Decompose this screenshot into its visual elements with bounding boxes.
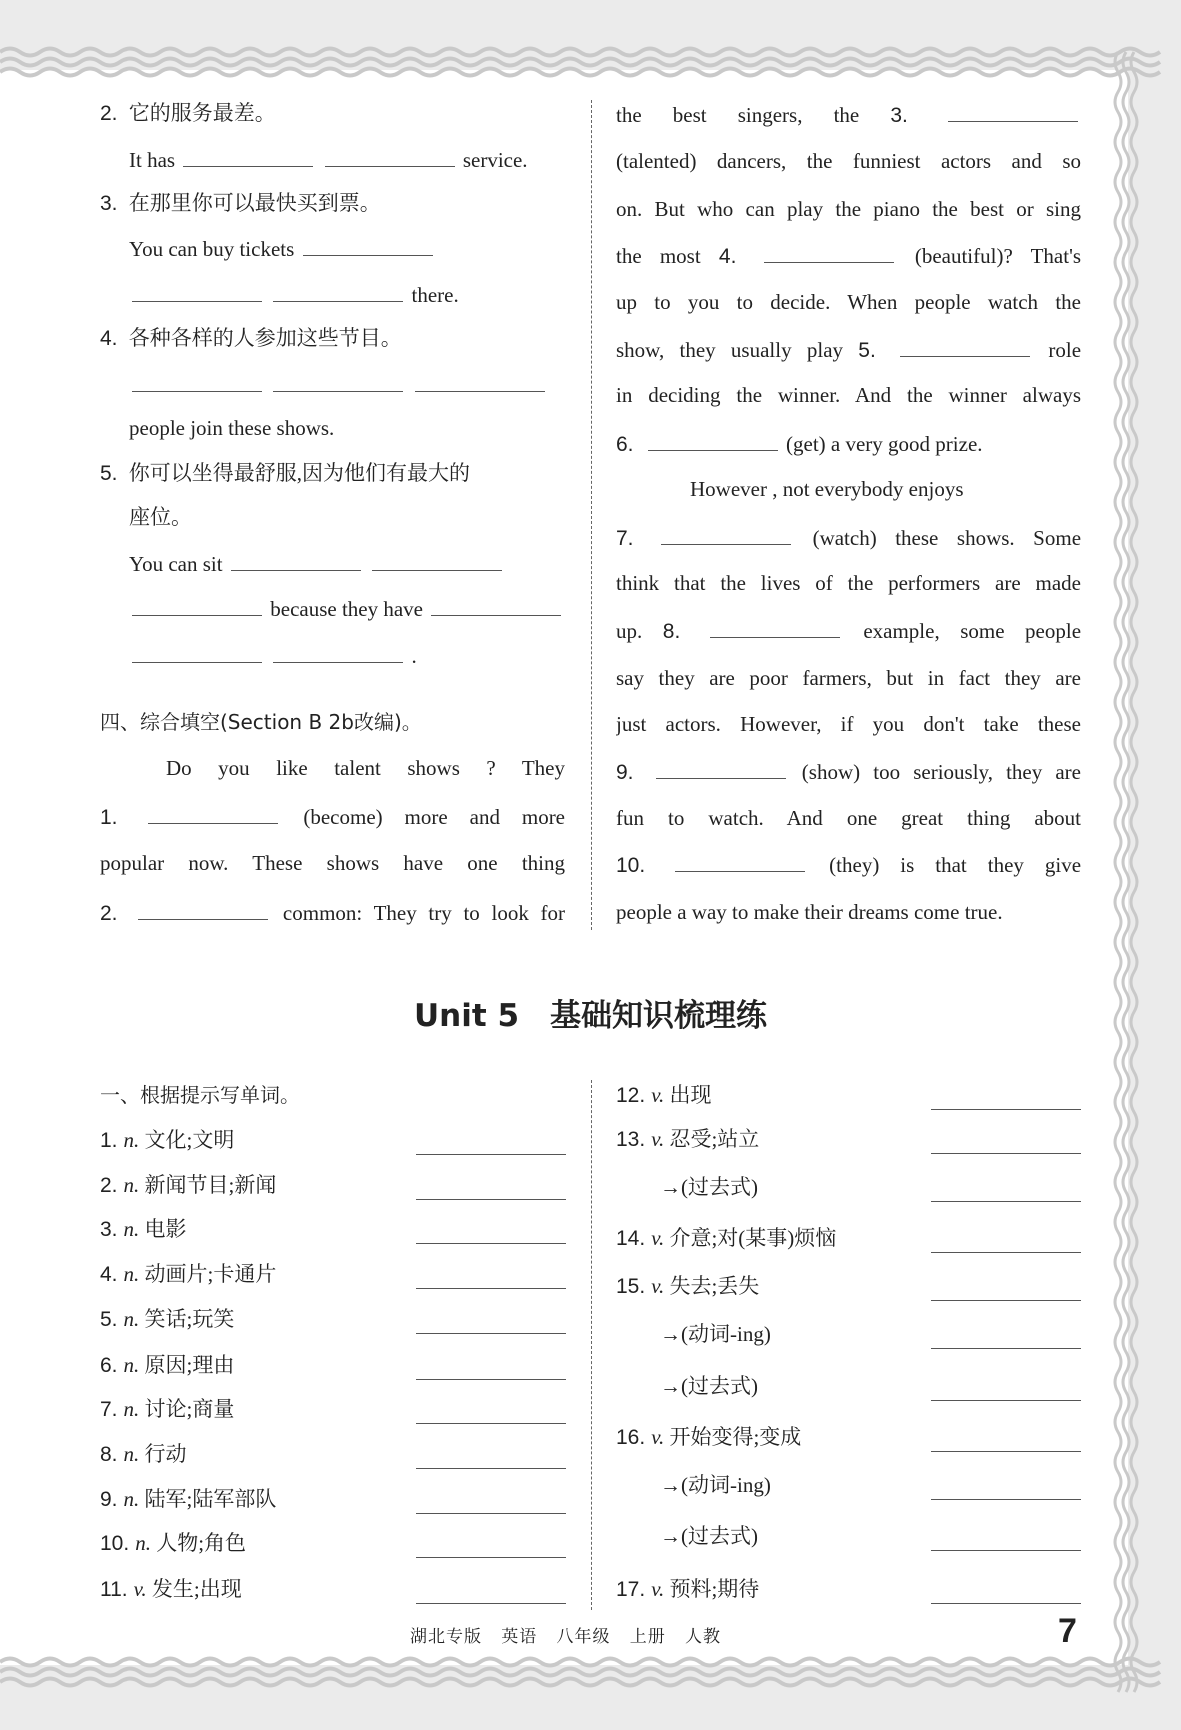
answer-blank[interactable] bbox=[656, 756, 786, 779]
line-text: fun to watch. And one great thing about bbox=[616, 806, 1081, 830]
vocab-item bbox=[100, 1259, 276, 1289]
line-text: think that the lives of the performers are made bbox=[616, 571, 1081, 595]
item-number: 1. bbox=[100, 1129, 118, 1152]
line-text: say they are poor farmers, but in fact they are bbox=[616, 666, 1081, 690]
part-of-speech: v. bbox=[651, 1083, 665, 1107]
answer-line[interactable] bbox=[416, 1333, 566, 1334]
answer-line[interactable] bbox=[416, 1288, 566, 1289]
part-of-speech: n. bbox=[123, 1262, 140, 1286]
part-of-speech: n. bbox=[135, 1531, 151, 1555]
line-text: example, some people bbox=[863, 619, 1081, 643]
text-line bbox=[616, 568, 1081, 598]
item-number: 5. bbox=[100, 1308, 118, 1331]
meaning: 预料;期待 bbox=[669, 1577, 760, 1601]
line-text: You can sit bbox=[129, 552, 223, 576]
answer-blank[interactable] bbox=[372, 548, 502, 571]
vocab-item bbox=[616, 1223, 836, 1253]
answer-blank[interactable] bbox=[132, 369, 262, 392]
part-of-speech: v. bbox=[651, 1274, 665, 1298]
text-line bbox=[616, 146, 1081, 176]
text-line bbox=[129, 233, 436, 263]
part-of-speech: n. bbox=[123, 1353, 140, 1377]
item-number: 6. bbox=[616, 433, 634, 456]
vocab-item bbox=[100, 1439, 187, 1469]
line-text: up. bbox=[616, 619, 643, 643]
vocab-item bbox=[100, 1304, 234, 1334]
meaning: 新闻节目;新闻 bbox=[144, 1173, 277, 1197]
text-line bbox=[166, 753, 565, 783]
answer-blank[interactable] bbox=[273, 369, 403, 392]
item-number: 1. bbox=[100, 806, 118, 829]
answer-line[interactable] bbox=[416, 1423, 566, 1424]
page-number: 7 bbox=[1058, 1612, 1077, 1650]
meaning: 陆军;陆军部队 bbox=[144, 1487, 277, 1511]
part-of-speech: n. bbox=[123, 1128, 140, 1152]
line-text: (watch) these shows. Some bbox=[812, 526, 1081, 550]
text-line bbox=[616, 756, 1081, 786]
text-line bbox=[129, 144, 528, 174]
item-number: 8. bbox=[100, 1443, 118, 1466]
line-text: (get) a very good prize. bbox=[786, 432, 983, 456]
answer-blank[interactable] bbox=[415, 369, 545, 392]
line-text: (become) more and more bbox=[303, 805, 565, 829]
item-number: 10. bbox=[616, 854, 646, 877]
line-text: just actors. However, if you don't take these bbox=[616, 712, 1081, 736]
item-number: 3. bbox=[100, 1218, 118, 1241]
answer-line[interactable] bbox=[416, 1513, 566, 1514]
meaning: 文化;文明 bbox=[144, 1128, 235, 1152]
line-text: because they have bbox=[270, 597, 424, 621]
text-line bbox=[616, 522, 1081, 552]
item-number: 3. bbox=[100, 192, 118, 215]
answer-line[interactable] bbox=[416, 1199, 566, 1200]
item-number: 12. bbox=[616, 1084, 646, 1107]
answer-line[interactable] bbox=[931, 1400, 1081, 1401]
vocab-item bbox=[660, 1172, 758, 1202]
meaning: 忍受;站立 bbox=[669, 1127, 760, 1151]
item-number: 2. bbox=[100, 1174, 118, 1197]
part-of-speech: v. bbox=[133, 1577, 147, 1601]
line-text: (talented) dancers, the funniest actors and so bbox=[616, 149, 1081, 173]
vocab-item bbox=[100, 1125, 234, 1155]
meaning: 原因;理由 bbox=[144, 1353, 235, 1377]
meaning: 介意;对(某事)烦恼 bbox=[669, 1226, 837, 1250]
answer-line[interactable] bbox=[931, 1252, 1081, 1253]
answer-line[interactable] bbox=[931, 1348, 1081, 1349]
answer-blank[interactable] bbox=[132, 593, 262, 616]
meaning: 开始变得;变成 bbox=[669, 1425, 802, 1449]
item-number: 5. bbox=[100, 462, 118, 485]
line-text: show, they usually play bbox=[616, 338, 844, 362]
answer-line[interactable] bbox=[931, 1201, 1081, 1202]
item-number: 4. bbox=[100, 327, 118, 350]
answer-line[interactable] bbox=[416, 1468, 566, 1469]
line-text: up to you to decide. When people watch the bbox=[616, 290, 1081, 314]
answer-blank[interactable] bbox=[661, 522, 791, 545]
vocab-item bbox=[660, 1521, 758, 1551]
line-text: in deciding the winner. And the winner always bbox=[616, 383, 1081, 407]
line-text: 各种各样的人参加这些节目。 bbox=[128, 326, 402, 350]
line-text: (beautiful)? That's bbox=[914, 244, 1081, 268]
answer-line[interactable] bbox=[416, 1379, 566, 1380]
part-of-speech: n. bbox=[123, 1487, 140, 1511]
answer-line[interactable] bbox=[931, 1550, 1081, 1551]
meaning: 人物;角色 bbox=[156, 1531, 247, 1555]
item-number: 17. bbox=[616, 1578, 646, 1601]
answer-blank[interactable] bbox=[183, 144, 313, 167]
text-line bbox=[129, 640, 417, 670]
line-text: 你可以坐得最舒服,因为他们有最大的 bbox=[128, 461, 471, 485]
answer-blank[interactable] bbox=[648, 428, 778, 451]
text-line bbox=[616, 849, 1081, 879]
vocab-item bbox=[660, 1470, 771, 1500]
part-of-speech: v. bbox=[651, 1577, 665, 1601]
text-line bbox=[100, 848, 565, 878]
line-text: (they) is that they give bbox=[829, 853, 1081, 877]
line-text: service. bbox=[462, 148, 528, 172]
line-text: there. bbox=[411, 283, 459, 307]
answer-blank[interactable] bbox=[764, 240, 894, 263]
vocab-item bbox=[616, 1574, 759, 1604]
part-of-speech: n. bbox=[123, 1217, 140, 1241]
item-number: 15. bbox=[616, 1275, 646, 1298]
line-text: people a way to make their dreams come true. bbox=[616, 900, 1003, 924]
text-line bbox=[616, 240, 1081, 270]
answer-blank[interactable] bbox=[431, 593, 561, 616]
text-line bbox=[690, 474, 964, 504]
text-line bbox=[100, 323, 402, 353]
answer-blank[interactable] bbox=[710, 615, 840, 638]
line-text: . bbox=[411, 644, 417, 668]
text-line bbox=[616, 194, 1081, 224]
vocab-item bbox=[616, 1422, 801, 1452]
vocab-item bbox=[616, 1271, 759, 1301]
answer-line[interactable] bbox=[931, 1603, 1081, 1604]
line-text: (show) too seriously, they are bbox=[801, 760, 1081, 784]
answer-blank[interactable] bbox=[132, 279, 262, 302]
answer-blank[interactable] bbox=[273, 279, 403, 302]
item-number: 2. bbox=[100, 902, 118, 925]
answer-line[interactable] bbox=[931, 1300, 1081, 1301]
answer-line[interactable] bbox=[931, 1499, 1081, 1500]
text-line bbox=[129, 413, 334, 443]
item-number: 6. bbox=[100, 1354, 118, 1377]
line-text: on. But who can play the piano the best or sing bbox=[616, 197, 1081, 221]
text-line bbox=[616, 380, 1081, 410]
item-number: 9. bbox=[100, 1488, 118, 1511]
meaning: 笑话;玩笑 bbox=[144, 1307, 235, 1331]
part-of-speech: v. bbox=[651, 1425, 665, 1449]
item-number: 16. bbox=[616, 1426, 646, 1449]
text-line bbox=[100, 897, 565, 927]
text-line bbox=[616, 803, 1081, 833]
answer-line[interactable] bbox=[931, 1451, 1081, 1452]
vocab-item bbox=[100, 1394, 234, 1424]
line-text: However , not everybody enjoys bbox=[690, 477, 964, 501]
answer-blank[interactable] bbox=[273, 640, 403, 663]
part-of-speech: v. bbox=[651, 1127, 665, 1151]
text-line bbox=[616, 334, 1081, 364]
text-line bbox=[100, 707, 422, 737]
vocab-item bbox=[616, 1080, 711, 1110]
text-line bbox=[616, 428, 983, 458]
part-of-speech: n. bbox=[123, 1397, 140, 1421]
part-of-speech: n. bbox=[123, 1307, 140, 1331]
answer-line[interactable] bbox=[416, 1603, 566, 1604]
text-line bbox=[616, 615, 1081, 645]
answer-line[interactable] bbox=[416, 1557, 566, 1558]
line-text: Do you like talent shows ? They bbox=[166, 756, 565, 780]
vocab-item bbox=[100, 1214, 187, 1244]
line-text: You can buy tickets bbox=[129, 237, 295, 261]
answer-line[interactable] bbox=[416, 1154, 566, 1155]
answer-blank[interactable] bbox=[132, 640, 262, 663]
column-divider bbox=[591, 1080, 592, 1610]
meaning: 行动 bbox=[144, 1442, 187, 1466]
item-number: 2. bbox=[100, 102, 118, 125]
answer-blank[interactable] bbox=[948, 99, 1078, 122]
text-line bbox=[100, 98, 276, 128]
meaning: 发生;出现 bbox=[151, 1577, 242, 1601]
vocab-item bbox=[100, 1574, 242, 1604]
section-heading: 四、综合填空(Section B 2b改编)。 bbox=[100, 710, 422, 734]
meaning: 讨论;商量 bbox=[144, 1397, 235, 1421]
item-number: 4. bbox=[718, 245, 737, 268]
line-text: role bbox=[1048, 338, 1081, 362]
item-number: 7. bbox=[100, 1398, 118, 1421]
text-line bbox=[129, 502, 192, 532]
item-number: 14. bbox=[616, 1227, 646, 1250]
text-line bbox=[129, 593, 564, 623]
vocab-subprompt: →(过去式) bbox=[660, 1175, 758, 1199]
text-line bbox=[616, 663, 1081, 693]
vocab-subprompt: →(动词-ing) bbox=[660, 1322, 771, 1346]
vocab-item bbox=[660, 1371, 758, 1401]
part-of-speech: v. bbox=[651, 1226, 665, 1250]
item-number: 8. bbox=[662, 620, 681, 643]
vocab-item bbox=[100, 1350, 234, 1380]
text-line bbox=[616, 897, 1003, 927]
vocab-subprompt: →(过去式) bbox=[660, 1524, 758, 1548]
item-number: 4. bbox=[100, 1263, 118, 1286]
text-line bbox=[100, 801, 565, 831]
item-number: 7. bbox=[616, 527, 634, 550]
line-text: 座位。 bbox=[129, 505, 192, 529]
item-number: 5. bbox=[858, 339, 876, 362]
answer-blank[interactable] bbox=[900, 334, 1030, 357]
answer-blank[interactable] bbox=[675, 849, 805, 872]
column-divider bbox=[591, 100, 592, 930]
answer-blank[interactable] bbox=[231, 548, 361, 571]
text-line bbox=[616, 287, 1081, 317]
line-text: the best singers, the bbox=[616, 103, 860, 127]
text-line bbox=[616, 709, 1081, 739]
line-text: It has bbox=[129, 148, 176, 172]
meaning: 失去;丢失 bbox=[669, 1274, 760, 1298]
text-line bbox=[129, 279, 459, 309]
answer-blank[interactable] bbox=[138, 897, 268, 920]
text-line bbox=[100, 458, 470, 488]
item-number: 10. bbox=[100, 1532, 130, 1555]
answer-blank[interactable] bbox=[325, 144, 455, 167]
vocab-subprompt: →(过去式) bbox=[660, 1374, 758, 1398]
item-number: 11. bbox=[100, 1578, 128, 1601]
text-line bbox=[616, 99, 1081, 129]
vocab-item bbox=[100, 1170, 276, 1200]
unit-title: Unit 5 基础知识梳理练 bbox=[413, 998, 768, 1034]
text-line bbox=[129, 548, 505, 578]
answer-line[interactable] bbox=[931, 1153, 1081, 1154]
meaning: 电影 bbox=[144, 1217, 187, 1241]
line-text: 在那里你可以最快买到票。 bbox=[128, 191, 381, 215]
part-of-speech: n. bbox=[123, 1173, 140, 1197]
text-line bbox=[129, 369, 548, 399]
answer-line[interactable] bbox=[931, 1109, 1081, 1110]
answer-line[interactable] bbox=[416, 1243, 566, 1244]
footer-text: 湖北专版 英语 八年级 上册 人教 bbox=[410, 1627, 721, 1646]
line-text: popular now. These shows have one thing bbox=[100, 851, 565, 875]
meaning: 动画片;卡通片 bbox=[144, 1262, 277, 1286]
vocab-item bbox=[100, 1528, 246, 1558]
answer-blank[interactable] bbox=[148, 801, 278, 824]
line-text: people join these shows. bbox=[129, 416, 335, 440]
line-text: common: They try to look for bbox=[282, 901, 565, 925]
item-number: 9. bbox=[616, 761, 634, 784]
vocab-item bbox=[616, 1124, 759, 1154]
answer-blank[interactable] bbox=[303, 233, 433, 256]
vocab-heading: 一、根据提示写单词。 bbox=[100, 1083, 300, 1107]
vocab-item bbox=[100, 1484, 276, 1514]
vocab-item bbox=[660, 1319, 771, 1349]
line-text: 它的服务最差。 bbox=[128, 101, 276, 125]
item-number: 3. bbox=[890, 104, 908, 127]
line-text: the most bbox=[616, 244, 701, 268]
part-of-speech: n. bbox=[123, 1442, 140, 1466]
vocab-subprompt: →(动词-ing) bbox=[660, 1473, 771, 1497]
meaning: 出现 bbox=[669, 1083, 712, 1107]
text-line bbox=[100, 188, 381, 218]
item-number: 13. bbox=[616, 1128, 646, 1151]
